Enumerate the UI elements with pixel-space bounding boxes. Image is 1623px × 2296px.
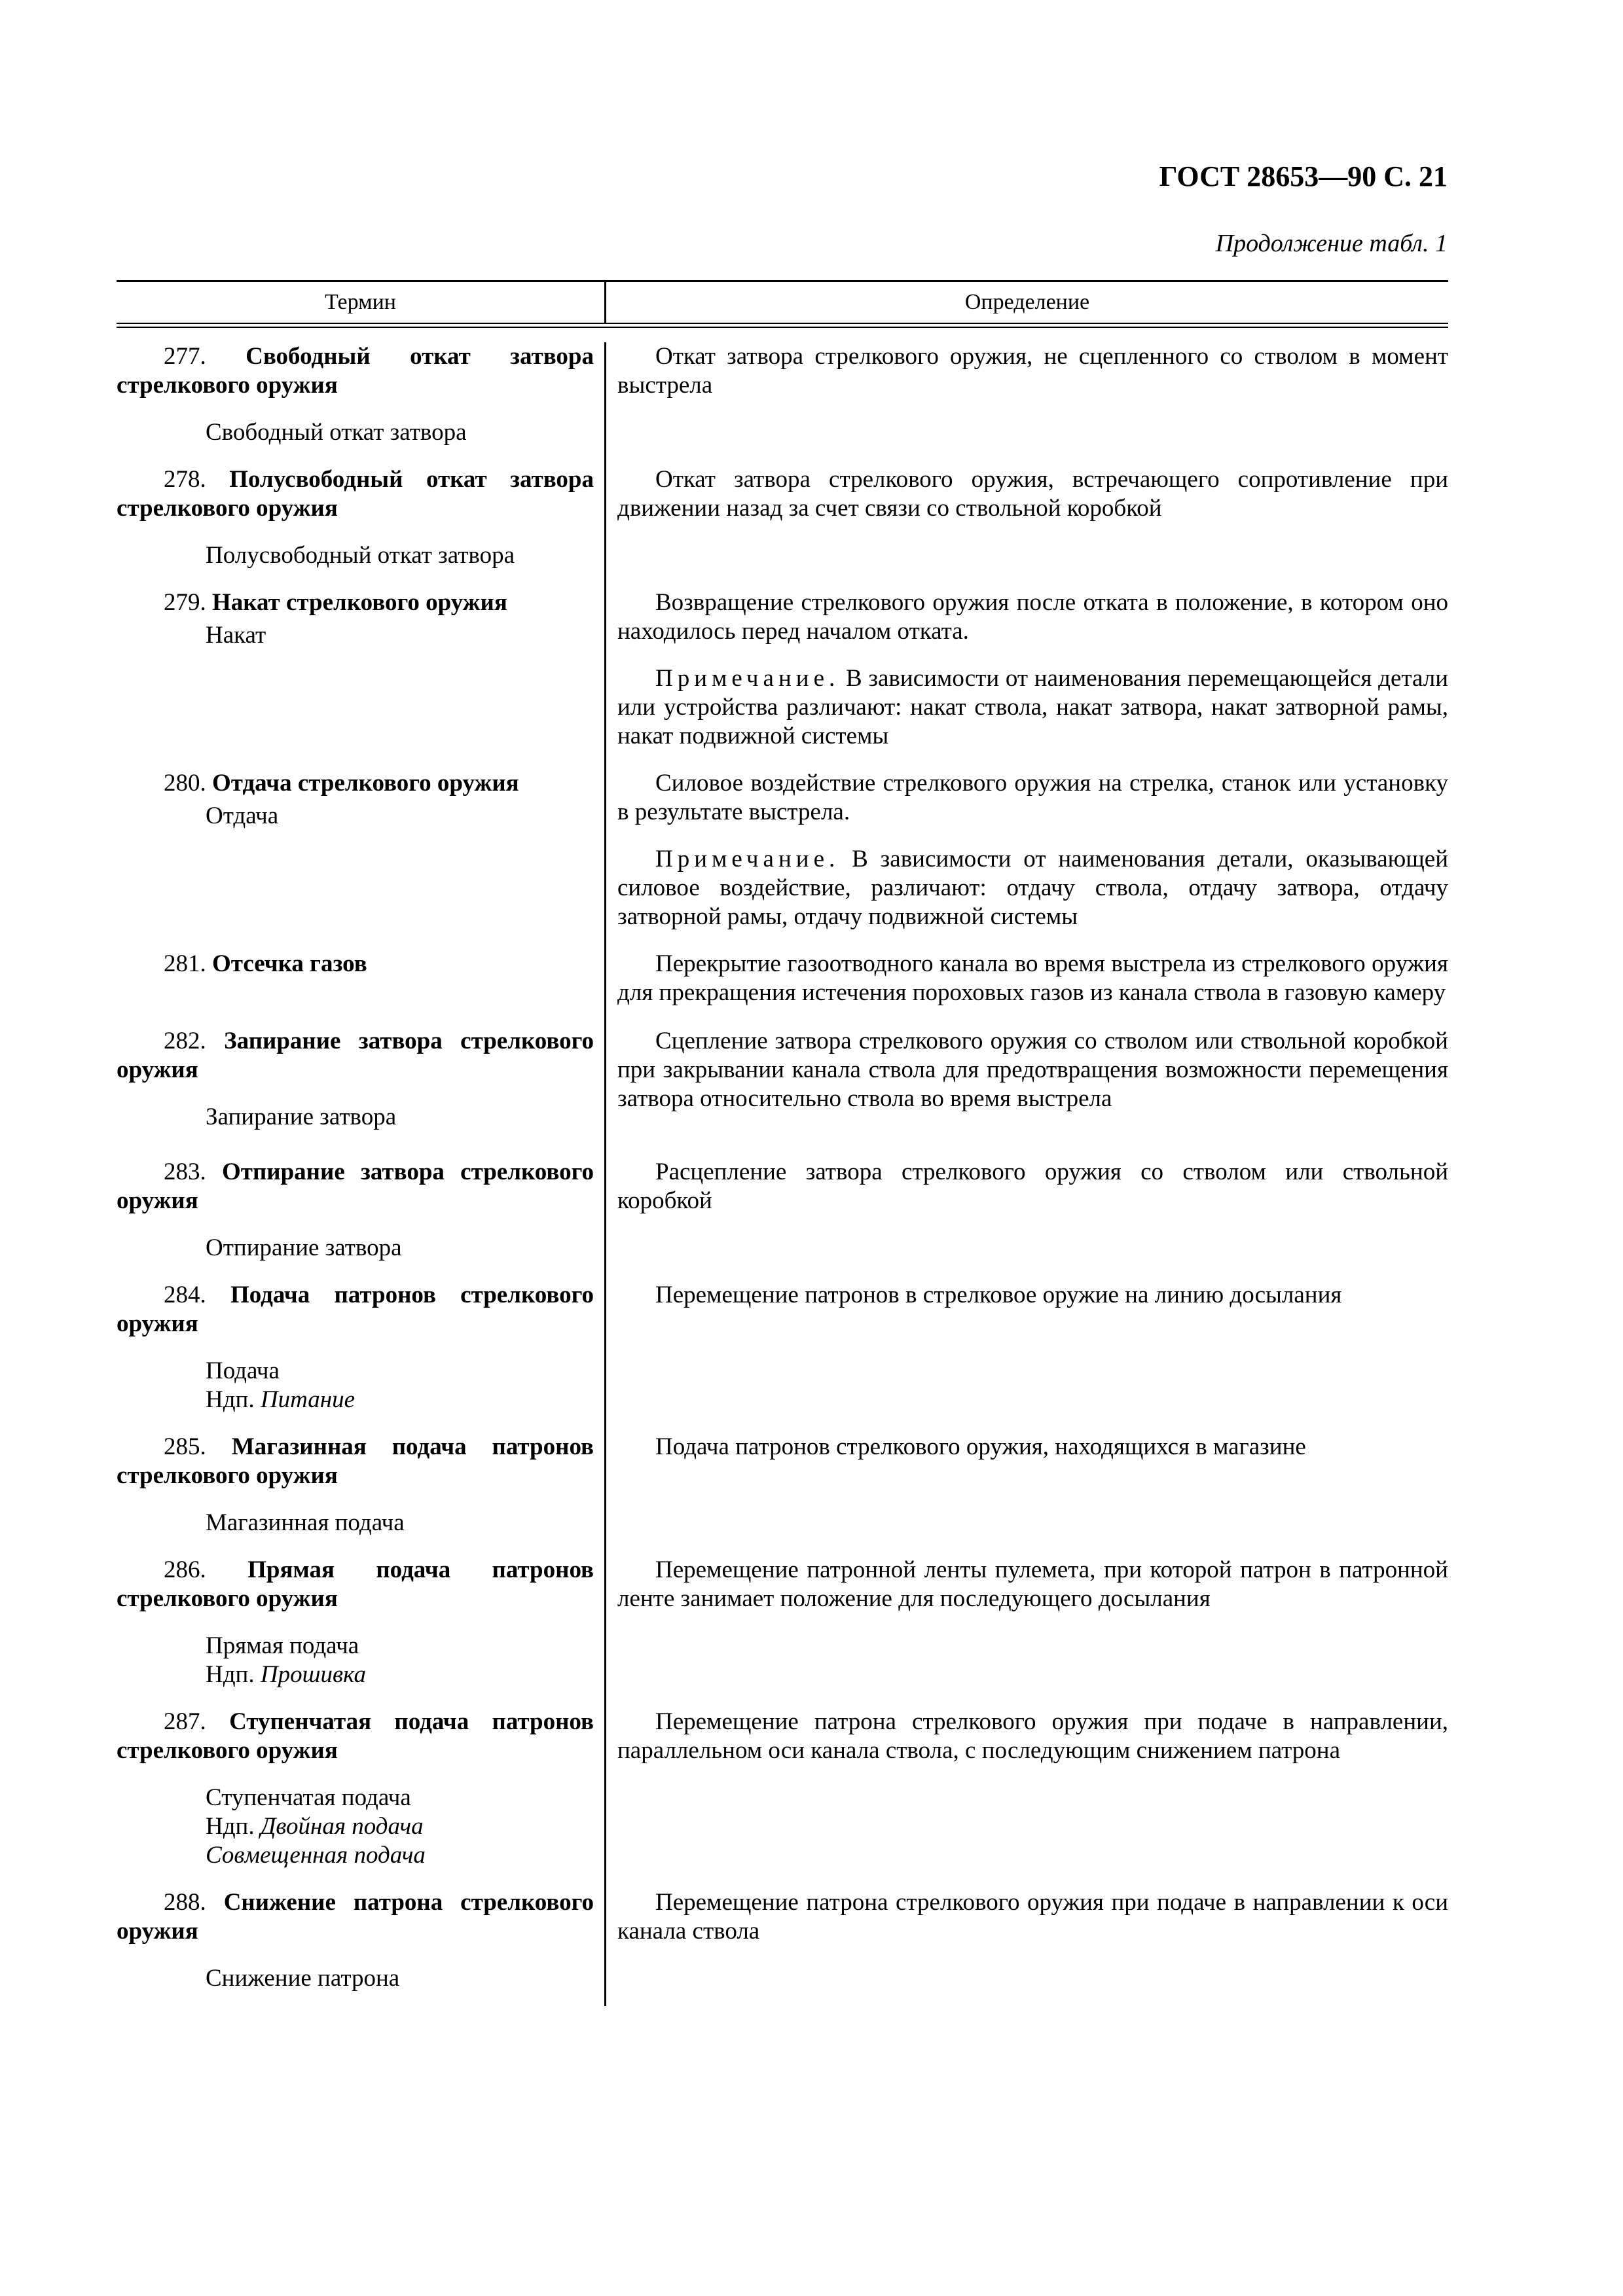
term-number: 288.: [164, 1889, 206, 1916]
term-name: Отпирание затвора стрелкового оружия: [117, 1158, 594, 1214]
table-row: [117, 1281, 1448, 1414]
term-heading: [117, 950, 594, 978]
column-divider: [604, 342, 606, 2006]
ndp-label: Ндп.: [206, 1813, 255, 1840]
column-header-term: Термин: [117, 282, 606, 323]
definition-text: Подача патронов стрелкового оружия, находящихся в магазине: [655, 1433, 1306, 1460]
column-header-definition: Определение: [964, 290, 1090, 314]
table-row: [117, 1027, 1448, 1132]
short-term: Полусвободный откат затвора: [206, 542, 515, 569]
term-name: Запирание затвора стрелкового оружия: [117, 1028, 594, 1083]
definition-cell: [604, 1888, 1448, 1993]
definition-cell: [604, 465, 1448, 570]
short-term: Запирание затвора: [206, 1103, 397, 1130]
term-heading: [117, 1433, 594, 1490]
term-heading: [117, 1281, 594, 1338]
term-number: 287.: [164, 1708, 206, 1735]
definition-cell: [604, 950, 1448, 1007]
table-row: [117, 588, 1448, 751]
term-synonyms: [117, 802, 594, 831]
term-name: Отсечка газов: [212, 950, 367, 977]
table-row: [117, 1888, 1448, 1993]
term-synonyms: [117, 1632, 594, 1689]
short-term: Прямая подача: [206, 1632, 359, 1659]
term-heading: [117, 342, 594, 400]
term-number: 279.: [164, 589, 206, 616]
term-synonyms: [117, 621, 594, 650]
term-name: Подача патронов стрелкового оружия: [117, 1282, 594, 1337]
definition-cell: [604, 342, 1448, 447]
ndp-word: Совмещенная подача: [206, 1842, 426, 1869]
ndp-word: Прошивка: [260, 1661, 366, 1688]
term-cell: [117, 588, 604, 751]
definition-cell: [604, 1708, 1448, 1870]
short-term: Накат: [206, 622, 266, 649]
term-cell: [117, 769, 604, 931]
table-header-rule: [117, 323, 1448, 328]
table-row: [117, 465, 1448, 570]
definition-text: Перекрытие газоотводного канала во время выстрела из стрелкового оружия для прекращения истечения пороховых газов из канала ствола в газовую камеру: [617, 950, 1448, 1006]
short-term: Свободный откат затвора: [206, 419, 467, 446]
term-synonyms: [117, 1357, 594, 1414]
definition-text: Сцепление затвора стрелкового оружия со стволом или ствольной коробкой при закрывании канала ствола для предотвращения возможности перемещения затвора относительно ствола во время выстрела: [617, 1028, 1448, 1112]
definition-cell: [604, 588, 1448, 751]
term-heading: [117, 1027, 594, 1085]
table-row: [117, 950, 1448, 1007]
term-cell: [117, 1027, 604, 1132]
ndp-term: [117, 1386, 594, 1414]
definition-text: Перемещение патронной ленты пулемета, при которой патрон в патронной ленте занимает положение для последующего досылания: [617, 1556, 1448, 1612]
definition-text: Силовое воздействие стрелкового оружия на стрелка, станок или установку в результате выстрела.: [617, 770, 1448, 825]
term-cell: [117, 1433, 604, 1537]
term-number: 278.: [164, 466, 206, 493]
term-synonyms: [117, 541, 594, 570]
term-heading: [117, 1888, 594, 1946]
definition-cell: [604, 1158, 1448, 1263]
term-synonyms: [117, 418, 594, 447]
term-number: 286.: [164, 1556, 206, 1583]
definition-text: Перемещение патрона стрелкового оружия при подаче в направлении к оси канала ствола: [617, 1889, 1448, 1945]
ndp-label: Ндп.: [206, 1386, 255, 1413]
ndp-word: Питание: [260, 1386, 356, 1413]
term-synonyms: [117, 1234, 594, 1263]
table-row: [117, 769, 1448, 931]
term-heading: [117, 1158, 594, 1215]
term-cell: [117, 1888, 604, 1993]
short-term: Отдача: [206, 802, 279, 829]
term-name: Накат стрелкового оружия: [212, 589, 507, 616]
note-label: Примечание.: [655, 846, 840, 872]
short-term: Магазинная подача: [206, 1509, 405, 1536]
term-heading: [117, 588, 594, 617]
table-row: [117, 1158, 1448, 1263]
term-heading: [117, 1556, 594, 1613]
term-synonyms: [117, 1784, 594, 1870]
term-name: Свободный откат затвора стрелкового оружия: [117, 343, 594, 399]
definition-cell: [604, 1027, 1448, 1132]
term-synonyms: [117, 1509, 594, 1537]
term-number: 283.: [164, 1158, 206, 1185]
term-name: Прямая подача патронов стрелкового оружия: [117, 1556, 594, 1612]
short-term: Снижение патрона: [206, 1965, 400, 1992]
term-cell: [117, 950, 604, 1007]
term-number: 285.: [164, 1433, 206, 1460]
term-heading: [117, 769, 594, 798]
definition-text: Перемещение патронов в стрелковое оружие на линию досылания: [655, 1282, 1342, 1308]
term-heading: [117, 465, 594, 523]
term-cell: [117, 1158, 604, 1263]
term-number: 280.: [164, 770, 206, 797]
note-label: Примечание.: [655, 665, 840, 692]
table-row: [117, 1708, 1448, 1870]
term-name: Полусвободный откат затвора стрелкового оружия: [117, 466, 594, 522]
short-term: Подача: [206, 1357, 280, 1384]
term-cell: [117, 342, 604, 447]
term-heading: [117, 1708, 594, 1765]
definition-text: Откат затвора стрелкового оружия, встречающего сопротивление при движении назад за счет связи со ствольной коробкой: [617, 466, 1448, 522]
ndp-term: [117, 1841, 594, 1870]
definition-note: [617, 845, 1448, 931]
terms-table: [117, 280, 1448, 2006]
term-number: 284.: [164, 1282, 206, 1308]
page-title: ГОСТ 28653—90 С. 21: [1159, 160, 1448, 192]
definition-cell: [604, 1433, 1448, 1537]
table-header-row: [117, 282, 1448, 323]
term-cell: [117, 1281, 604, 1414]
term-number: 282.: [164, 1028, 206, 1054]
definition-cell: [604, 1556, 1448, 1689]
term-cell: [117, 465, 604, 570]
table-continuation-label: Продолжение табл. 1: [1215, 230, 1448, 257]
term-cell: [117, 1708, 604, 1870]
definition-cell: [604, 1281, 1448, 1414]
definition-text: Расцепление затвора стрелкового оружия со стволом или ствольной коробкой: [617, 1158, 1448, 1214]
term-name: Магазинная подача патронов стрелкового оружия: [117, 1433, 594, 1489]
definition-cell: [604, 769, 1448, 931]
term-synonyms: [117, 1964, 594, 1993]
definition-text: Возвращение стрелкового оружия после отката в положение, в котором оно находилось перед началом отката.: [617, 589, 1448, 645]
term-name: Снижение патрона стрелкового оружия: [117, 1889, 594, 1945]
term-number: 277.: [164, 343, 206, 370]
ndp-term: [117, 1660, 594, 1689]
definition-text: Откат затвора стрелкового оружия, не сцепленного со стволом в момент выстрела: [617, 343, 1448, 399]
ndp-word: Двойная подача: [260, 1813, 424, 1840]
term-name: Отдача стрелкового оружия: [212, 770, 519, 797]
term-name: Ступенчатая подача патронов стрелкового оружия: [117, 1708, 594, 1764]
term-number: 281.: [164, 950, 206, 977]
term-synonyms: [117, 1103, 594, 1132]
definition-note: [617, 664, 1448, 751]
table-row: [117, 1556, 1448, 1689]
note-text: В зависимости от наименования детали, оказывающей силовое воздействие, различают: отдачу ствола, отдачу затвора, отдачу затворной рамы, отдачу подвижной системы: [617, 846, 1448, 930]
short-term: Отпирание затвора: [206, 1234, 402, 1261]
table-row: [117, 342, 1448, 447]
note-text: В зависимости от наименования перемещающейся детали или устройства различают: накат ствола, накат затвора, накат затворной рамы, накат подвижной системы: [617, 665, 1448, 749]
term-cell: [117, 1556, 604, 1689]
ndp-label: Ндп.: [206, 1661, 255, 1688]
short-term: Ступенчатая подача: [206, 1784, 411, 1811]
table-bottom-space: [117, 1993, 1448, 2006]
table-body: [117, 342, 1448, 2006]
table-row: [117, 1433, 1448, 1537]
ndp-term: [117, 1812, 594, 1841]
definition-text: Перемещение патрона стрелкового оружия при подаче в направлении, параллельном оси канала ствола, с последующим снижением патрона: [617, 1708, 1448, 1764]
